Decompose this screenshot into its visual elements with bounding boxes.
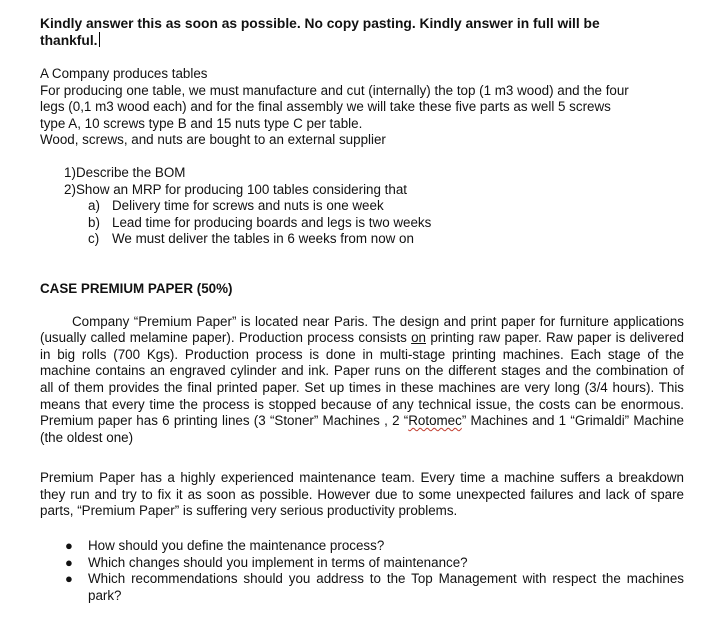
request-line-2-text: thankful.: [40, 33, 98, 48]
case-text-a: Company “Premium Paper” is located near Paris. The design and print paper for furniture applications (usually called melamine paper). Production process consists: [40, 313, 684, 346]
problem-line-1: For producing one table, we must manufacture and cut (internally) the top (1 m3 wood) and the four: [40, 82, 629, 98]
condition-item: [40, 198, 684, 215]
condition-letter: a): [88, 198, 100, 214]
problem-line-3: type A, 10 screws type B and 15 nuts type C per table.: [40, 115, 363, 131]
condition-letter: c): [88, 231, 100, 247]
case-title: CASE PREMIUM PAPER (50%): [40, 280, 233, 296]
questions-list: [40, 165, 684, 248]
condition-text: Lead time for producing boards and legs is two weeks: [112, 214, 432, 230]
case-question-item: [40, 555, 684, 572]
problem-line-4: Wood, screws, and nuts are bought to an external supplier: [40, 132, 386, 148]
condition-item: [40, 231, 684, 248]
question-number: 2): [64, 181, 76, 197]
case-text-c: ” Machines and 1 “Grimaldi” Machine (the oldest one): [40, 413, 684, 445]
question-text: Describe the BOM: [76, 164, 186, 180]
case-paragraph-1: [40, 314, 684, 447]
condition-letter: b): [88, 214, 100, 230]
problem-line-2: legs (0,1 m3 wood each) and for the final assembly we will take these five parts as well 5 screws: [40, 99, 611, 115]
case-text-rotomec: Rotomec: [408, 413, 462, 429]
case-text-on: on: [411, 330, 426, 346]
case-text-b: printing raw paper. Raw paper is delivered in big rolls (700 Kgs). Production process is done in multi-stage printing machines. Each stage of the machine contains an engraved cylinder and ink. Paper runs on the different stages and the combination of all of them provides the final printed paper. Set up times in these machines are very long (3/4 hours). This means that every time the process is stopped because of any technical issue, the costs can be enormous. Premium paper has 6 printing lines (3 “Stoner” Machines , 2 “: [40, 330, 684, 429]
request-line-2: [40, 32, 684, 49]
request-line-1: Kindly answer this as soon as possible. No copy pasting. Kindly answer in full will be: [40, 16, 600, 31]
question-text: Show an MRP for producing 100 tables considering that: [76, 181, 407, 197]
condition-text: Delivery time for screws and nuts is one week: [112, 198, 384, 214]
bullet-icon: ●: [65, 571, 73, 587]
case-question-text: Which recommendations should you address to the Top Management with respect the machines park?: [88, 571, 684, 603]
condition-text: We must deliver the tables in 6 weeks from now on: [112, 231, 414, 247]
bullet-icon: ●: [65, 554, 73, 570]
case-question-text: How should you define the maintenance process?: [88, 538, 385, 554]
question-number: 1): [64, 164, 76, 180]
problem-statement: [40, 66, 684, 149]
condition-item: [40, 215, 684, 232]
problem-intro: A Company produces tables: [40, 66, 208, 81]
case-paragraph-2: Premium Paper has a highly experienced maintenance team. Every time a machine suffers a breakdown they run and try to fix it as soon as possible. However due to some unexpected failures and lack of spare parts, “Premium Paper” is suffering very serious productivity problems.: [40, 470, 684, 519]
conditions-list: [76, 198, 684, 248]
case-question-item: [40, 538, 684, 555]
question-item: [40, 182, 684, 248]
case-question-text: Which changes should you implement in terms of maintenance?: [88, 554, 468, 570]
case-question-item: [40, 571, 684, 604]
case-questions-list: [40, 538, 684, 604]
request-heading: [40, 15, 684, 49]
document-body: [40, 15, 684, 604]
text-cursor: [99, 32, 100, 47]
question-item: [40, 165, 684, 182]
bullet-icon: ●: [65, 538, 73, 554]
